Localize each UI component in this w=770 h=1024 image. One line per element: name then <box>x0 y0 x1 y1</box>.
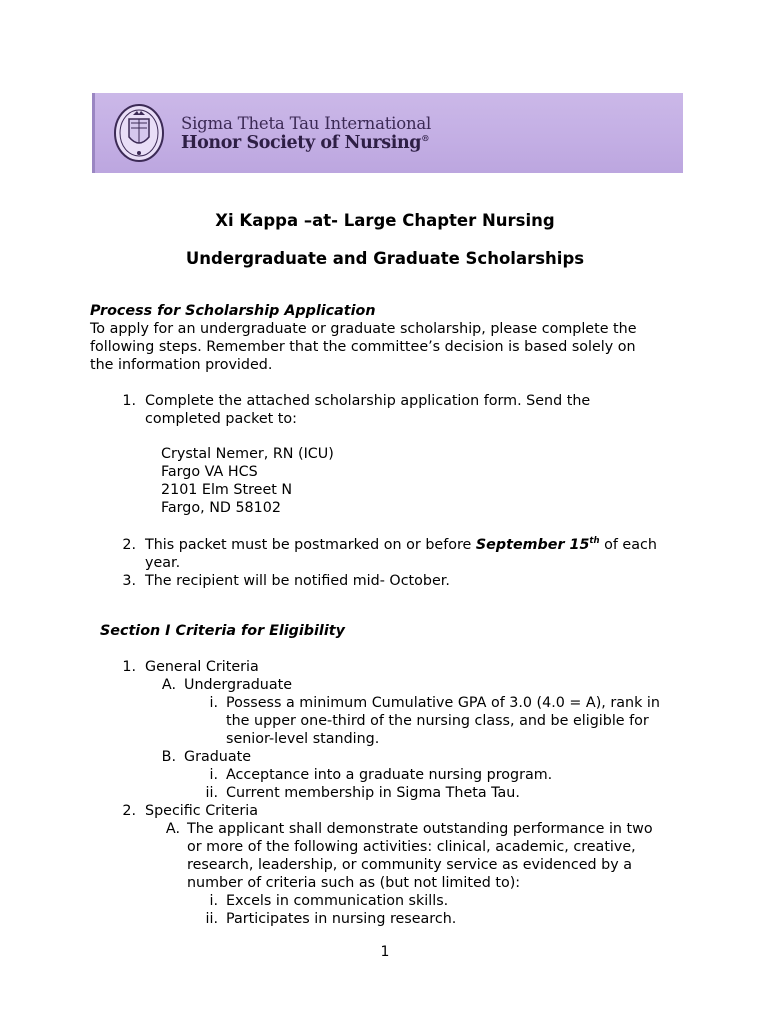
deadline-date: September 15 <box>475 537 590 553</box>
document-title: Xi Kappa –at- Large Chapter Nursing <box>215 211 555 230</box>
undergraduate-label: Undergraduate <box>184 677 293 693</box>
list-number: 2. <box>122 803 136 819</box>
process-heading: Process for Scholarship Application <box>90 303 376 319</box>
intro-line: To apply for an undergraduate or graduate scholarship, please complete the <box>90 321 637 337</box>
criteria-text: Current membership in Sigma Theta Tau. <box>226 785 520 801</box>
list-roman: i. <box>209 893 218 909</box>
address-line: 2101 Elm Street N <box>161 482 293 498</box>
society-banner <box>92 93 683 173</box>
criteria-text: number of criteria such as (but not limited to): <box>187 875 521 891</box>
page-number: 1 <box>380 944 390 960</box>
address-line: Fargo, ND 58102 <box>161 500 281 516</box>
specific-criteria-label: Specific Criteria <box>145 803 259 819</box>
general-criteria-label: General Criteria <box>145 659 259 675</box>
document-subtitle: Undergraduate and Graduate Scholarships <box>185 249 585 268</box>
step1-text: Complete the attached scholarship application form. Send the <box>145 393 591 409</box>
criteria-text: Possess a minimum Cumulative GPA of 3.0 (4.0 = A), rank in <box>226 695 660 711</box>
criteria-text: research, leadership, or community service as evidenced by a <box>187 857 632 873</box>
society-crest-icon <box>113 103 165 163</box>
intro-line: following steps. Remember that the committee’s decision is based solely on <box>90 339 636 355</box>
criteria-text: senior-level standing. <box>226 731 380 747</box>
list-letter: A. <box>165 821 180 837</box>
section1-heading: Section I Criteria for Eligibility <box>100 623 345 639</box>
list-letter: B. <box>161 749 176 765</box>
criteria-text: The applicant shall demonstrate outstanding performance in two <box>187 821 653 837</box>
criteria-text: or more of the following activities: clinical, academic, creative, <box>187 839 636 855</box>
list-roman: ii. <box>205 785 218 801</box>
step-number: 1. <box>122 393 136 409</box>
list-letter: A. <box>161 677 176 693</box>
step-number: 2. <box>122 537 136 553</box>
graduate-label: Graduate <box>184 749 252 765</box>
criteria-text: Participates in nursing research. <box>226 911 457 927</box>
step2-text: year. <box>145 555 181 571</box>
org-name-line2: Honor Society of Nursing® <box>181 133 430 153</box>
criteria-text: Excels in communication skills. <box>226 893 449 909</box>
list-roman: ii. <box>205 911 218 927</box>
step-number: 3. <box>122 573 136 589</box>
list-number: 1. <box>122 659 136 675</box>
address-line: Crystal Nemer, RN (ICU) <box>161 446 334 462</box>
list-roman: i. <box>209 695 218 711</box>
step2-text: This packet must be postmarked on or before September 15th of each <box>145 536 657 553</box>
criteria-text: the upper one-third of the nursing class, and be eligible for <box>226 713 649 729</box>
step1-text: completed packet to: <box>145 411 297 427</box>
address-line: Fargo VA HCS <box>161 464 258 480</box>
criteria-text: Acceptance into a graduate nursing program. <box>226 767 553 783</box>
list-roman: i. <box>209 767 218 783</box>
step3-text: The recipient will be notified mid- October. <box>145 573 450 589</box>
intro-line: the information provided. <box>90 357 273 373</box>
org-name-line1: Sigma Theta Tau International <box>181 114 432 133</box>
